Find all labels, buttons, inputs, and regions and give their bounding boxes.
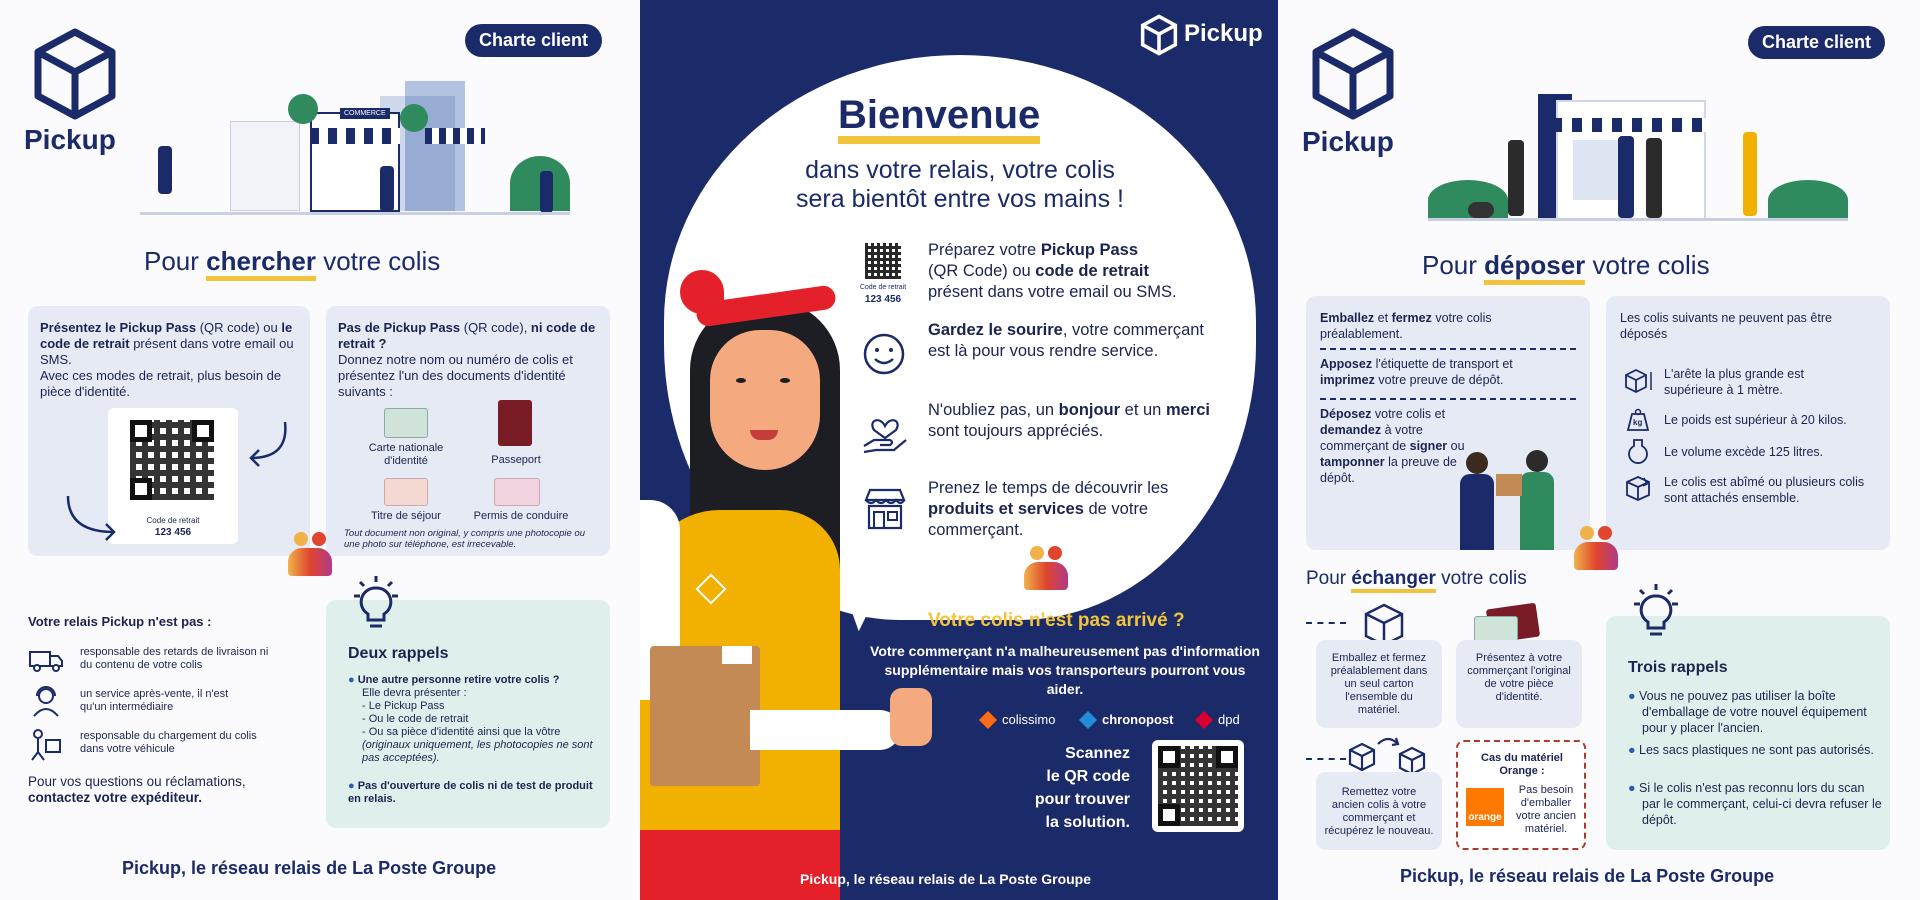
footer-text: Pickup, le réseau relais de La Poste Groupe <box>1400 866 1775 886</box>
drop-step-pack: Emballez et fermez votre colis préalablement. <box>1320 311 1492 341</box>
refused-item-damaged: Le colis est abîmé ou plusieurs colis sont attachés ensemble. <box>1664 475 1865 505</box>
refused-item-size: L'arête la plus grande est supérieure à 1 mètre. <box>1664 367 1804 397</box>
weight-kg-label: kg <box>1633 418 1643 427</box>
welcome-subtitle: dans votre relais, votre colis sera bientôt entre vos mains ! <box>796 156 1124 213</box>
curved-arrow-icon <box>243 418 293 468</box>
three-reminders-card <box>1606 616 1890 850</box>
charte-client-badge: Charte client <box>1748 26 1885 59</box>
dpd-logo-icon <box>1195 711 1213 729</box>
headset-agent-icon <box>30 684 62 718</box>
reminder-one: ● Une autre personne retire votre colis ? Elle devra présenter : - Le Pickup Pass - Ou le code de retrait - Ou sa pièce d'identité ainsi que la vôtre (originaux uniquement, les photocopies ne sont pas acceptées). <box>348 674 593 764</box>
drop-steps-card <box>1306 296 1590 550</box>
drop-step-deposit: Déposez votre colis et demandez à votre commerçant de signer ou tamponner la preuve de dépôt. <box>1320 407 1465 485</box>
curved-arrow-icon <box>64 492 124 542</box>
street-illustration <box>150 66 560 226</box>
document-note: Tout document non original, y compris une photocopie ou une photo sur téléphone, est irrecevable. <box>344 528 585 550</box>
colissimo-logo-icon <box>979 711 997 729</box>
not-item-loading: responsable du chargement du colis dans votre véhicule <box>80 730 257 755</box>
no-pickup-pass-text: Pas de Pickup Pass (QR code), ni code de retrait ? Donnez notre nom ou numéro de colis et présentez l'un des documents d'identité suivants : <box>338 320 596 399</box>
pickup-section-title: Pour chercher votre colis <box>144 246 440 277</box>
left-panel <box>0 0 640 900</box>
not-arrived-title: Votre colis n'est pas arrivé ? <box>928 610 1185 631</box>
tip-hello-thanks: N'oubliez pas, un bonjour et un merci sont toujours appréciés. <box>928 401 1210 440</box>
volume-icon <box>1626 438 1650 464</box>
footer-text: Pickup, le réseau relais de La Poste Groupe <box>122 858 497 878</box>
chronopost-logo-icon <box>1079 711 1097 729</box>
people-hands-icon <box>284 532 336 578</box>
qr-code-label: Code de retrait <box>859 284 907 291</box>
qr-code-number: 123 456 <box>864 294 902 305</box>
brand-name: Pickup <box>1302 126 1394 157</box>
exchange-step-swap: Remettez votre ancien colis à votre commerçant et récupérez le nouveau. <box>1316 772 1442 850</box>
driving-licence-image <box>494 478 540 506</box>
charte-client-badge: Charte client <box>465 24 602 57</box>
reminders-title: Trois rappels <box>1628 659 1728 676</box>
tip-pickup-pass: Préparez votre Pickup Pass (QR Code) ou code de retrait présent dans votre email ou SMS. <box>928 241 1177 301</box>
no-pickup-pass-card <box>326 306 610 556</box>
contact-line: Pour vos questions ou réclamations, contactez votre expéditeur. <box>28 774 246 805</box>
carrier-dpd: dpd <box>1218 712 1240 727</box>
doc-residence-permit: Titre de séjour <box>371 510 441 522</box>
woman-illustration <box>640 270 960 900</box>
relais-not-title: Votre relais Pickup n'est pas : <box>28 614 212 629</box>
orange-logo: orange <box>1466 788 1504 826</box>
reminder-plastic-bags: ● Les sacs plastiques ne sont pas autorisés. <box>1628 743 1874 757</box>
orange-equipment-box: Cas du matériel Orange : orange Pas besoin d'emballer votre ancien matériel. <box>1456 740 1586 850</box>
box-dimensions-icon <box>1624 368 1654 394</box>
exchange-step-id: Présentez à votre commerçant l'original de votre pièce d'identité. <box>1456 640 1582 728</box>
reminder-two: ● Pas d'ouverture de colis ni de test de produit en relais. <box>348 780 593 805</box>
handover-illustration <box>1456 446 1576 550</box>
footer-text: Pickup, le réseau relais de La Poste Groupe <box>800 871 1092 887</box>
residence-permit-image <box>384 478 428 506</box>
pickup-box-logo-icon <box>1140 14 1178 56</box>
welcome-title: Bienvenue <box>838 94 1040 144</box>
carrier-logos <box>980 708 1260 732</box>
brand-name: Pickup <box>24 124 116 155</box>
people-hands-icon <box>1570 526 1622 572</box>
two-reminders-card <box>326 600 610 828</box>
passport-image <box>498 400 532 446</box>
qr-code-number: 123 456 <box>154 527 192 538</box>
delivery-truck-icon <box>28 648 64 672</box>
reminder-box-reuse: ● Vous ne pouvez pas utiliser la boîte d'emballage de votre nouvel équipement pour y placer l'ancien. <box>1628 689 1867 735</box>
parcel-box-image <box>650 646 760 786</box>
refused-parcels-card <box>1606 296 1890 550</box>
doc-passport: Passeport <box>491 454 541 466</box>
person-loading-box-icon <box>28 728 64 762</box>
pickup-pass-card <box>28 306 310 556</box>
commerce-sign: COMMERCE <box>340 108 390 119</box>
tip-discover: Prenez le temps de découvrir les produits et services de votre commerçant. <box>928 479 1169 539</box>
scan-instruction: Scannez le QR code pour trouver la solution. <box>1034 745 1130 831</box>
support-qr-code[interactable] <box>1152 740 1244 832</box>
carrier-chronopost: chronopost <box>1102 712 1174 727</box>
pickup-box-logo-icon <box>32 28 118 120</box>
carrier-colissimo: colissimo <box>1002 712 1056 727</box>
pickup-pass-text: Présentez le Pickup Pass (QR code) ou le code de retrait présent dans votre email ou SMS. Avec ces modes de retrait, plus besoin de pièce d'identité. <box>40 320 294 399</box>
refused-item-weight: Le poids est supérieur à 20 kilos. <box>1664 413 1847 427</box>
qr-code-card <box>108 408 238 544</box>
reminders-title: Deux rappels <box>348 645 449 662</box>
qr-code-label: Code de retrait <box>146 516 200 525</box>
tip-smile: Gardez le sourire, votre commerçant est là pour vous rendre service. <box>928 321 1205 360</box>
right-panel <box>1278 0 1920 900</box>
not-item-delays: responsable des retards de livraison ni du contenu de votre colis <box>80 646 269 671</box>
damaged-box-icon <box>1624 474 1654 502</box>
id-card-image <box>384 408 428 438</box>
refused-item-volume: Le volume excède 125 litres. <box>1664 445 1824 459</box>
doc-id-card: Carte nationale d'identité <box>368 442 444 467</box>
pickup-box-logo-icon <box>1310 28 1396 120</box>
exchange-step-pack: Emballez et fermez préalablement dans un seul carton l'ensemble du matériel. <box>1316 640 1442 728</box>
lightbulb-icon <box>348 574 404 636</box>
not-item-after-sales: un service après-vente, il n'est qu'un intermédiaire <box>80 688 229 713</box>
people-hands-icon <box>1020 546 1072 592</box>
center-panel <box>640 0 1278 900</box>
doc-driving-licence: Permis de conduire <box>473 510 569 522</box>
drop-section-title: Pour déposer votre colis <box>1422 250 1710 281</box>
lightbulb-icon <box>1628 582 1684 644</box>
brand-name: Pickup <box>1184 20 1263 47</box>
exchange-section-title: Pour échanger votre colis <box>1306 568 1527 590</box>
not-arrived-text: Votre commerçant n'a malheureusement pas d'information supplémentaire mais vos transporteurs pourront vous aider. <box>870 643 1260 697</box>
reminder-scan: ● Si le colis n'est pas reconnu lors du scan par le commerçant, celui-ci devra refuser le dépôt. <box>1628 781 1882 827</box>
refused-title: Les colis suivants ne peuvent pas être déposés <box>1620 311 1832 341</box>
shop-illustration <box>1428 70 1848 230</box>
drop-step-label: Apposez l'étiquette de transport et imprimez votre preuve de dépôt. <box>1320 357 1513 387</box>
